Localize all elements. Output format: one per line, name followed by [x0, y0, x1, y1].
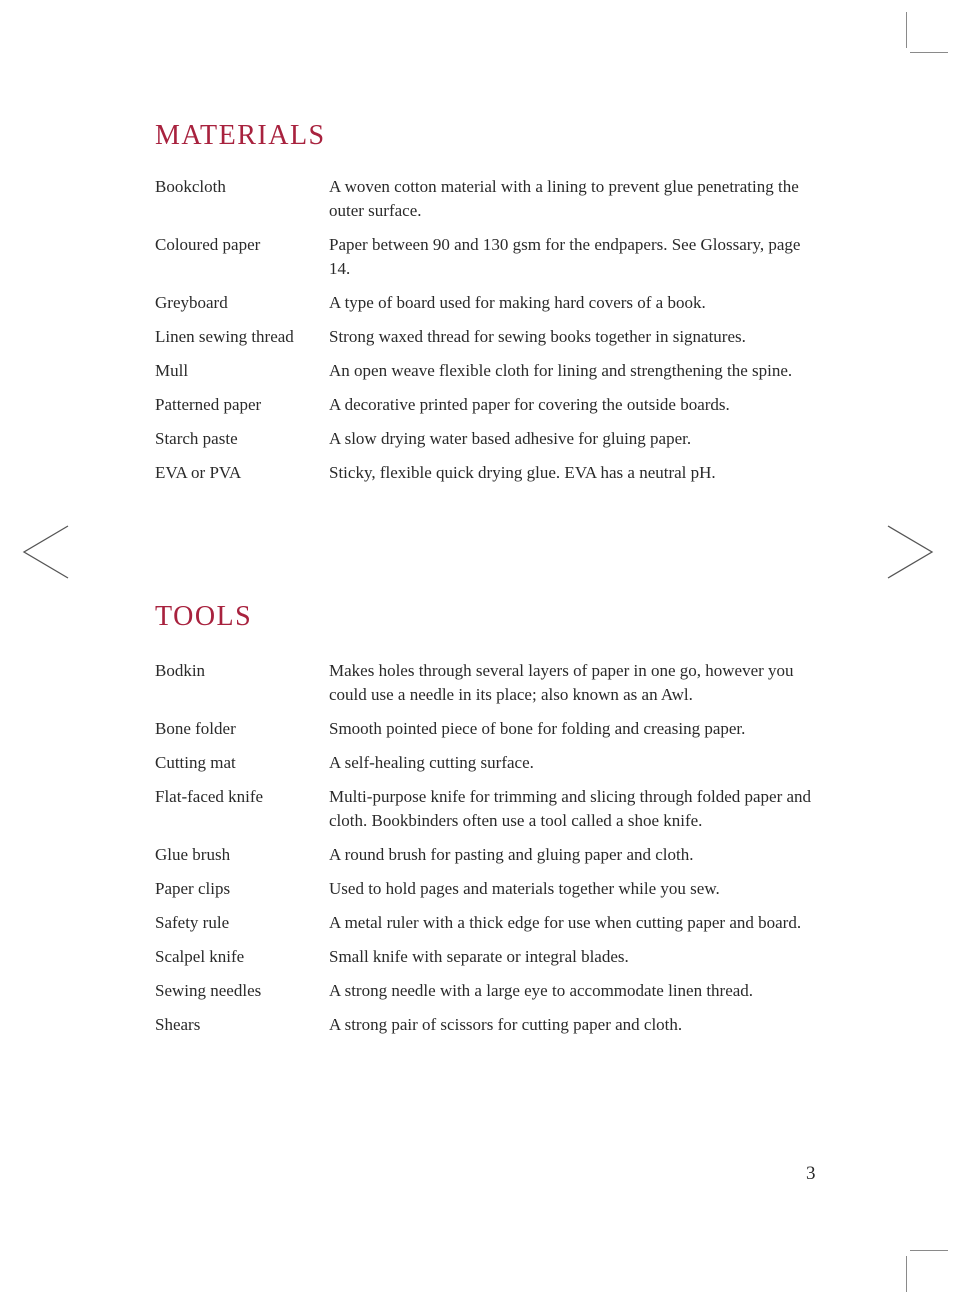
- definition: Strong waxed thread for sewing books together in signatures.: [329, 327, 746, 346]
- list-item: [155, 325, 835, 349]
- term: Scalpel knife: [155, 947, 245, 966]
- definition: Paper between 90 and 130 gsm for the endpapers. See Glossary, page 14.: [329, 235, 801, 278]
- definition: Smooth pointed piece of bone for folding and creasing paper.: [329, 719, 746, 738]
- list-item: [155, 945, 835, 969]
- term: Paper clips: [155, 879, 231, 898]
- definition: A slow drying water based adhesive for gluing paper.: [329, 429, 692, 448]
- crop-mark-bottom-horizontal: [910, 1250, 948, 1251]
- term: Mull: [155, 361, 189, 380]
- list-item: [155, 461, 835, 485]
- term: Sewing needles: [155, 981, 262, 1000]
- definition: A type of board used for making hard covers of a book.: [329, 293, 706, 312]
- crop-mark-top-vertical: [906, 12, 907, 48]
- term: Flat-faced knife: [155, 787, 264, 806]
- term: Bookcloth: [155, 177, 226, 196]
- definition: A strong pair of scissors for cutting paper and cloth.: [329, 1015, 683, 1034]
- definition: Used to hold pages and materials together while you sew.: [329, 879, 720, 898]
- list-item: [155, 175, 835, 223]
- list-item: [155, 717, 835, 741]
- term: Patterned paper: [155, 395, 262, 414]
- term: Bodkin: [155, 661, 206, 680]
- definition: A metal ruler with a thick edge for use when cutting paper and board.: [329, 913, 802, 932]
- list-item: [155, 843, 835, 867]
- tools-list: [155, 659, 835, 1047]
- definition: A strong needle with a large eye to accommodate linen thread.: [329, 981, 754, 1000]
- definition: An open weave flexible cloth for lining and strengthening the spine.: [329, 361, 793, 380]
- previous-page-arrow-icon[interactable]: [20, 522, 70, 582]
- crop-mark-top-horizontal: [910, 52, 948, 53]
- term: Bone folder: [155, 719, 236, 738]
- list-item: [155, 1013, 835, 1037]
- materials-heading: MATERIALS: [155, 120, 326, 151]
- tools-heading: TOOLS: [155, 601, 253, 632]
- list-item: [155, 427, 835, 451]
- term: EVA or PVA: [155, 463, 242, 482]
- page-number: 3: [806, 1163, 816, 1184]
- term: Shears: [155, 1015, 201, 1034]
- list-item: [155, 877, 835, 901]
- term: Greyboard: [155, 293, 228, 312]
- next-page-arrow-icon[interactable]: [886, 522, 936, 582]
- term: Coloured paper: [155, 235, 261, 254]
- list-item: [155, 785, 835, 833]
- definition: Makes holes through several layers of paper in one go, however you could use a needle in its place; also known as an Awl.: [329, 661, 794, 704]
- term: Glue brush: [155, 845, 231, 864]
- list-item: [155, 751, 835, 775]
- definition: Multi-purpose knife for trimming and slicing through folded paper and cloth. Bookbinders often use a tool called a shoe knife.: [329, 787, 812, 830]
- list-item: [155, 233, 835, 281]
- definition: Small knife with separate or integral blades.: [329, 947, 629, 966]
- crop-mark-bottom-vertical: [906, 1256, 907, 1292]
- list-item: [155, 659, 835, 707]
- definition: Sticky, flexible quick drying glue. EVA has a neutral pH.: [329, 463, 716, 482]
- list-item: [155, 393, 835, 417]
- term: Linen sewing thread: [155, 327, 294, 346]
- definition: A self-healing cutting surface.: [329, 753, 534, 772]
- list-item: [155, 979, 835, 1003]
- list-item: [155, 291, 835, 315]
- list-item: [155, 911, 835, 935]
- term: Starch paste: [155, 429, 238, 448]
- term: Cutting mat: [155, 753, 236, 772]
- list-item: [155, 359, 835, 383]
- definition: A woven cotton material with a lining to prevent glue penetrating the outer surface.: [329, 177, 799, 220]
- materials-list: [155, 175, 835, 495]
- definition: A decorative printed paper for covering the outside boards.: [329, 395, 730, 414]
- term: Safety rule: [155, 913, 230, 932]
- definition: A round brush for pasting and gluing paper and cloth.: [329, 845, 694, 864]
